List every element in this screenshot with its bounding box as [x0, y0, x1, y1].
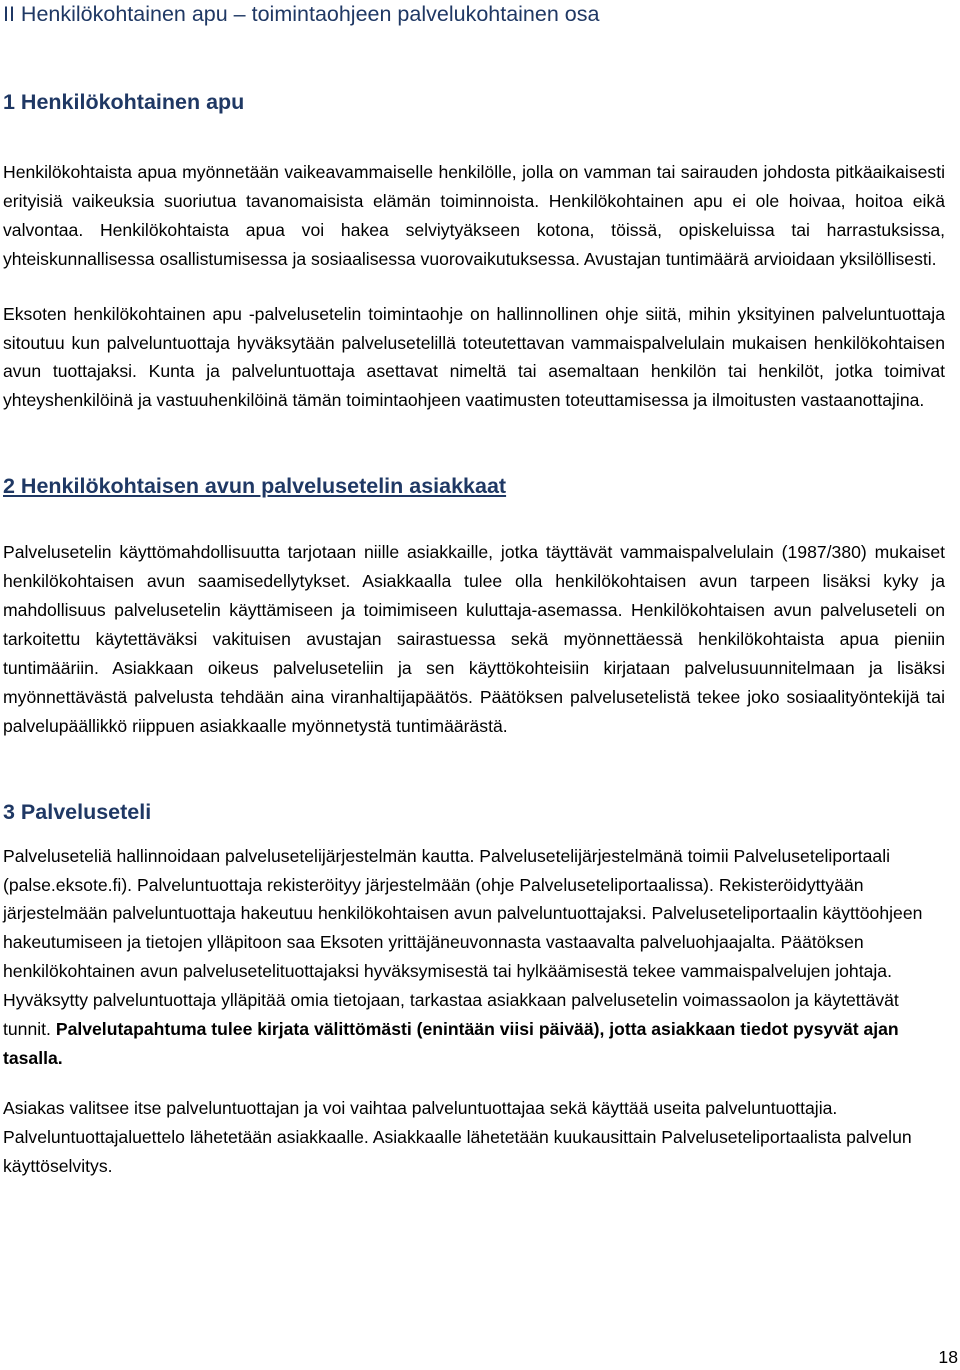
- section-2-paragraph-1: Palvelusetelin käyttömahdollisuutta tarjotaan niille asiakkaille, jotka täyttävät vammaispalvelulain (1987/380) mukaiset henkilökohtaisen avun saamisedellytykset. Asiakkaalla tulee olla henkilökohtaisen avun tarpeen lisäksi kyky ja mahdollisuus palvelusetelin käyttämiseen ja toimimiseen kuluttaja-asemassa. Henkilökohtaisen avun palveluseteli on tarkoitettu käytettäväksi vakituisen avustajan sairastuessa sekä myönnettäessä henkilökohtaista apua pieniin tuntimääriin. Asiakkaan oikeus palveluseteliin ja sen käyttökohteisiin kirjataan palvelusuunnitelmaan ja lisäksi myönnettävästä palvelusta tehdään aina viranhaltijapäätös. Päätöksen palvelusetelistä tekee joko sosiaalityöntekijä tai palvelupäällikkö riippuen asiakkaalle myönnetystä tuntimäärästä.: [3, 542, 945, 736]
- document-page: [3, 0, 945, 1181]
- section-3-paragraph-1-text: Palveluseteliä hallinnoidaan palvelusetelijärjestelmän kautta. Palvelusetelijärjestelmänä toimii Palveluseteliportaali (palse.eksote.fi). Palveluntuottaja rekisteröityy järjestelmään (ohje Palveluseteliportaalissa). Rekisteröidyttyään järjestelmään palveluntuottaja hakeutuu henkilökohtaisen avun palveluntuottajaksi. Palveluseteliportaalin käyttöohjeen hakeutumiseen ja tietojen ylläpitoon saa Eksoten yrittäjäneuvonnasta vastaavalta palveluohjaajalta. Päätöksen henkilökohtainen avun palvelusetelituottajaksi hyväksymisestä tai hylkäämisestä tekee vammaispalvelujen johtaja. Hyväksytty palveluntuottaja ylläpitää omia tietojaan, tarkastaa asiakkaan palvelusetelin voimassaolon ja käytettävät tunnit.: [3, 845, 923, 1040]
- page-number: 18: [938, 1347, 958, 1367]
- section-2-heading: 2 Henkilökohtaisen avun palvelusetelin asiakkaat: [3, 474, 507, 499]
- section-1-paragraph-1: Henkilökohtaista apua myönnetään vaikeavammaiselle henkilölle, jolla on vamman tai sairauden johdosta pitkäaikaisesti erityisiä vaikeuksia suoriutua tavanomaisista elämän toiminnoista. Henkilökohtainen apu ei ole hoivaa, hoitoa eikä valvontaa. Henkilökohtaista apua voi hakea selviytyäkseen kotona, töissä, opiskeluissa tai harrastuksissa, yhteiskunnallisessa osallistumisessa ja sosiaalisessa vuorovaikutuksessa. Avustajan tuntimäärä arvioidaan yksilöllisesti.: [3, 162, 945, 269]
- section-3-paragraph-1-emphasis: Palvelutapahtuma tulee kirjata välittömästi (enintään viisi päivää), jotta asiakkaan tiedot pysyvät ajan tasalla.: [3, 1019, 899, 1068]
- section-1-paragraph-2: Eksoten henkilökohtainen apu -palvelusetelin toimintaohje on hallinnollinen ohje siitä, mihin yksityinen palveluntuottaja sitoutuu kun palveluntuottaja hyväksytään palvelusetelillä toteutettavan vammaispalvelulain mukaisen henkilökohtaisen avun tuottajaksi. Kunta ja palveluntuottaja asettavat nimeltä tai asemaltaan henkilön tai henkilöt, jotka toimivat yhteyshenkilöinä ja vastuuhenkilöinä tämän toimintaohjeen vaatimusten toteuttamisessa ja ilmoitusten vastaanottajina.: [3, 303, 945, 411]
- section-3-paragraph-2: Asiakas valitsee itse palveluntuottajan ja voi vaihtaa palveluntuottajaa sekä käyttää useita palveluntuottajia. Palveluntuottajaluettelo lähetetään asiakkaalle. Asiakkaalle lähetetään kuukausittain Palveluseteliportaalista palvelun käyttöselvitys.: [3, 1097, 912, 1176]
- section-1-heading: 1 Henkilökohtainen apu: [3, 90, 245, 114]
- section-3-paragraph-1: [3, 842, 945, 1073]
- document-title: II Henkilökohtainen apu – toimintaohjeen palvelukohtainen osa: [3, 2, 600, 26]
- section-3-heading: 3 Palveluseteli: [3, 799, 152, 824]
